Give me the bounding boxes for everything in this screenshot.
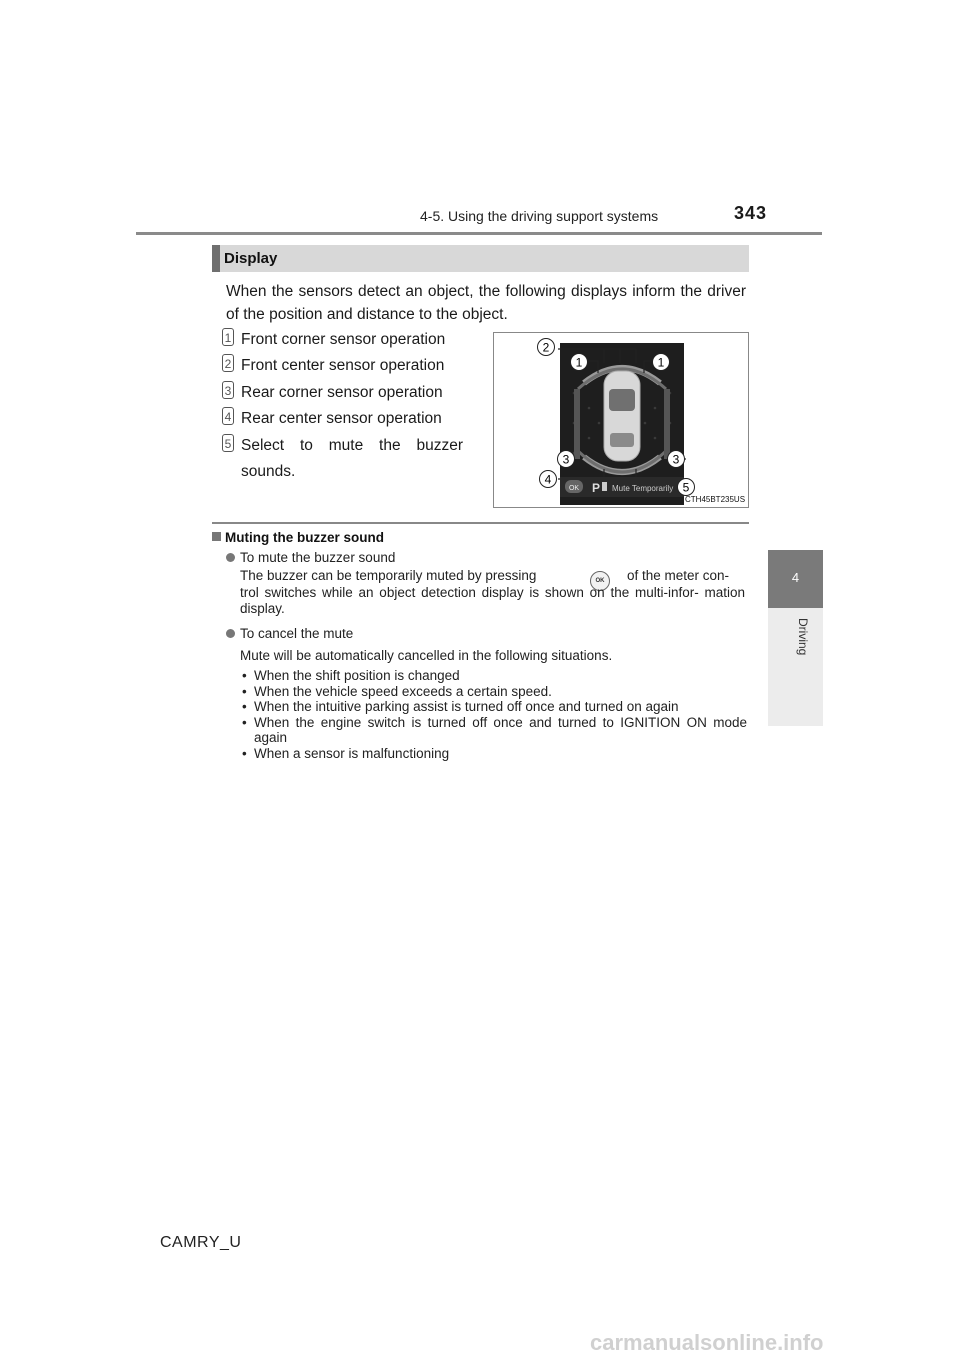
- svg-text:4: 4: [544, 472, 552, 487]
- mute-speaker-icon: [602, 482, 607, 491]
- note-body-rest: trol switches while an object detection display is shown on the multi-infor- mation display.: [240, 585, 745, 616]
- parking-assist-display-figure: [493, 332, 749, 508]
- svg-text:5: 5: [682, 480, 690, 495]
- note-body: Mute will be automatically cancelled in the following situations.: [240, 648, 613, 663]
- svg-text:3: 3: [672, 452, 680, 467]
- list-item: [222, 327, 463, 353]
- list-item: [222, 380, 463, 406]
- callout-badge: [678, 479, 695, 496]
- svg-text:2: 2: [542, 340, 550, 355]
- svg-text:1: 1: [657, 355, 665, 370]
- list-item-text: Front center sensor operation: [241, 357, 445, 374]
- chapter-title: Driving: [796, 618, 810, 656]
- sub-list-item: • When the vehicle speed exceeds a certain speed.: [242, 684, 747, 700]
- left-sensor-bar: [574, 389, 580, 459]
- square-bullet-icon: [212, 532, 221, 541]
- gear-indicator: P: [592, 481, 601, 495]
- callout-badge: [538, 339, 555, 356]
- svg-text:1: 1: [575, 355, 583, 370]
- list-item-text: Select to mute the buzzer sounds.: [241, 437, 463, 480]
- chapter-number: 4: [791, 570, 800, 585]
- footer-model: CAMRY_U: [160, 1234, 242, 1251]
- list-item: [222, 406, 463, 432]
- list-item: [222, 433, 463, 485]
- callout-badge: [558, 451, 575, 468]
- callout-badge: [668, 451, 685, 468]
- list-number-badge: 4: [222, 407, 234, 425]
- list-number-badge: 3: [222, 381, 234, 399]
- figure-code: CTH45BT235US: [685, 495, 746, 504]
- sub-list-item: • When the shift position is changed: [242, 668, 747, 684]
- list-item-text: Rear center sensor operation: [241, 410, 442, 427]
- section-intro: When the sensors detect an object, the following displays inform the driver of the position and distance to the object.: [226, 283, 746, 323]
- section-heading-bar: [212, 245, 749, 272]
- section-title: Display: [224, 250, 278, 267]
- note-title-text: To mute the buzzer sound: [240, 550, 396, 565]
- right-sensor-bar: [664, 389, 670, 459]
- running-header-section: 4-5. Using the driving support systems: [420, 208, 659, 224]
- note-item-title: [226, 626, 353, 641]
- ok-icon-label: OK: [568, 485, 580, 492]
- note-title-text: To cancel the mute: [240, 626, 354, 641]
- round-bullet-icon: [226, 553, 235, 562]
- mute-temporarily-label: Mute Temporarily: [612, 484, 674, 493]
- ok-button-icon: OK: [590, 571, 610, 591]
- sub-list-item: • When the intuitive parking assist is turned off once and turned on again: [242, 699, 747, 715]
- note-item-title: [226, 550, 395, 565]
- notes-heading-text: Muting the buzzer sound: [225, 530, 384, 545]
- sub-bullet-list: [242, 668, 747, 761]
- list-number-badge: 2: [222, 354, 234, 372]
- notes-heading: [212, 530, 384, 545]
- vehicle-top-view: [604, 371, 640, 461]
- sensor-display-illustration: [494, 333, 748, 507]
- header-rule: [136, 232, 822, 235]
- note-body-before: The buzzer can be temporarily muted by pressing: [240, 568, 537, 583]
- notes-rule: [212, 522, 749, 524]
- callout-badge: [653, 354, 670, 371]
- round-bullet-icon: [226, 629, 235, 638]
- svg-text:3: 3: [562, 452, 570, 467]
- list-number-badge: 1: [222, 328, 234, 346]
- sub-list-item: • When a sensor is malfunctioning: [242, 746, 747, 762]
- callout-badge: [571, 354, 588, 371]
- callout-badge: [540, 471, 557, 488]
- list-item-text: Front corner sensor operation: [241, 331, 446, 348]
- list-number-badge: 5: [222, 434, 234, 452]
- list-item: [222, 353, 463, 379]
- page-number: 343: [734, 203, 768, 223]
- sub-list-item: • When the engine switch is turned off once and turned to IGNITION ON mode again: [242, 715, 747, 746]
- watermark: carmanualsonline.info: [590, 1330, 824, 1355]
- note-body-after: of the meter con-: [627, 568, 730, 583]
- list-item-text: Rear corner sensor operation: [241, 384, 443, 401]
